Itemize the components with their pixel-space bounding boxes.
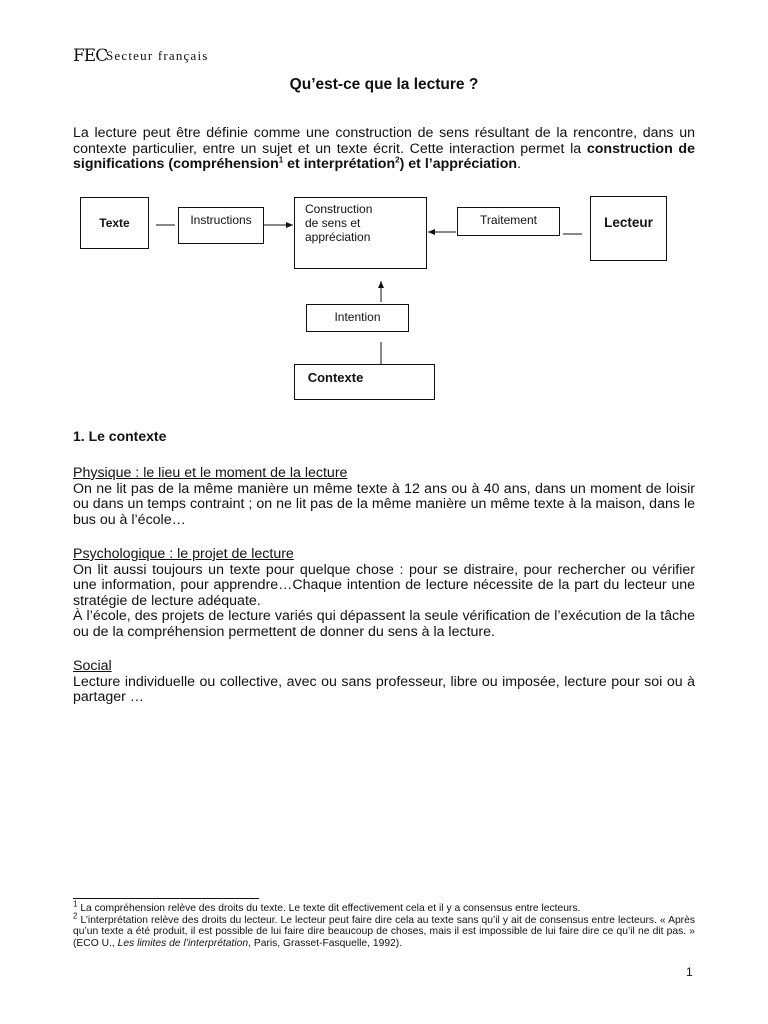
header-sector-label: Secteur français — [106, 48, 209, 63]
intro-bold-1: construction de significations (compréhension — [73, 140, 695, 172]
footnote-separator — [73, 898, 259, 899]
physique-heading: Physique : le lieu et le moment de la lecture — [73, 465, 348, 481]
footnote-1 — [73, 899, 695, 915]
fec-logo: FEC — [73, 46, 108, 66]
footnote-2-text-b: , Paris, Grasset-Fasquelle, 1992). — [248, 937, 403, 949]
box-contexte-label: Contexte — [307, 370, 364, 385]
box-texte — [80, 197, 149, 249]
footnote-2 — [73, 911, 695, 950]
box-traitement-label: Traitement — [480, 213, 537, 227]
psychologique-heading: Psychologique : le projet de lecture — [73, 546, 294, 562]
box-lecteur — [590, 196, 667, 261]
page-title: Qu’est-ce que la lecture ? — [289, 76, 479, 93]
intro-text: La lecture peut être définie comme une construction de sens résultant de la rencontre, dans un contexte particulier, entre un sujet et un texte écrit. Cette interaction permet la — [73, 125, 695, 157]
box-instructions — [178, 207, 264, 244]
box-construction — [294, 197, 427, 269]
footnote-2-number: 2 — [73, 911, 78, 921]
intro-end: . — [517, 156, 522, 172]
footnote-1-number: 1 — [73, 899, 78, 909]
box-lecteur-label: Lecteur — [604, 215, 653, 230]
psychologique-block — [73, 547, 695, 640]
box-construction-line-3: appréciation — [305, 230, 371, 244]
footnote-ref-1[interactable]: 1 — [278, 155, 284, 165]
box-traitement — [457, 207, 560, 236]
box-construction-line-2: de sens et — [305, 216, 361, 230]
intro-bold-2: et interprétation — [283, 156, 396, 172]
footnotes — [73, 899, 695, 949]
box-instructions-label: Instructions — [190, 213, 252, 227]
social-text: Lecture individuelle ou collective, avec ou sans professeur, libre ou imposée, lecture pour soi ou à partager … — [73, 673, 695, 705]
psychologique-text-1: On lit aussi toujours un texte pour quelque chose : pour se distraire, pour rechercher ou vérifier une information, pour apprendre…Chaque intention de lecture nécessite de la part du lecteur une stratégie de lecture adéquate. — [73, 561, 695, 609]
box-intention — [306, 304, 409, 332]
social-heading: Social — [73, 658, 112, 674]
physique-block — [73, 466, 695, 528]
box-intention-label: Intention — [334, 310, 381, 324]
psychologique-text-2: À l’école, des projets de lecture variés qui dépassent la seule vérification de l’exécution de la tâche ou de la compréhension permettent de donner du sens à la lecture. — [73, 608, 695, 640]
page-number: 1 — [686, 965, 693, 979]
social-block — [73, 659, 695, 706]
physique-text: On ne lit pas de la même manière un même texte à 12 ans ou à 40 ans, dans un moment de loisir ou dans un temps contraint ; on ne lit pas de la même manière un même texte à la maison, dans le bus ou à l’école… — [73, 480, 695, 528]
footnote-ref-2[interactable]: 2 — [395, 155, 400, 165]
box-construction-line-1: Construction — [305, 202, 373, 216]
intro-bold-3: ) et l’appréciation — [399, 156, 518, 172]
section-heading-contexte: 1. Le contexte — [73, 428, 167, 444]
footnote-2-text-a: L’interprétation relève des droits du lecteur. Le lecteur peut faire dire cela au texte sans qu’il y ait de consensus entre lecteurs. « Après qu’un texte a été produit, il est possible de lui faire dire beaucoup de choses, mais il est impossible de lui faire dire ce qu’il ne dit pas. » (ECO U., — [73, 914, 695, 949]
box-contexte — [294, 364, 435, 400]
footnote-2-book-title: Les limites de l’interprétation — [117, 937, 249, 949]
box-texte-label: Texte — [99, 216, 130, 230]
footnote-1-text: La compréhension relève des droits du texte. Le texte dit effectivement cela et il y a consensus entre lecteurs. — [77, 903, 581, 914]
